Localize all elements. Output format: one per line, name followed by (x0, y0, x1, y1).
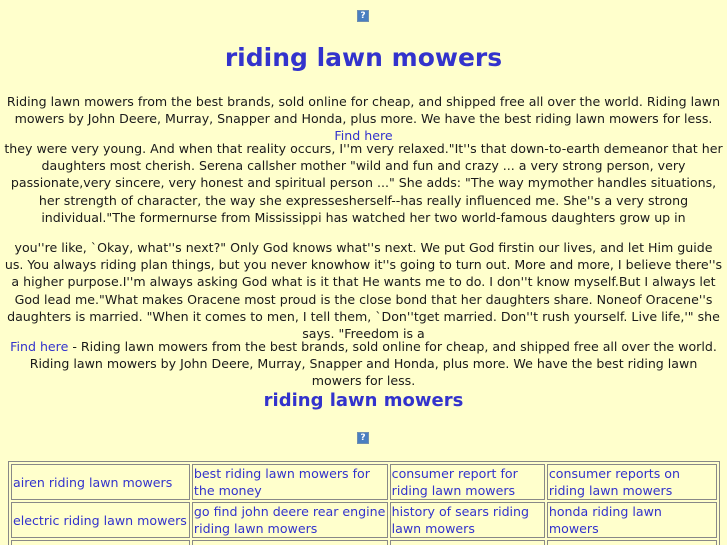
table-cell (390, 502, 545, 538)
table-row (11, 464, 717, 500)
outro-text: - Riding lawn mowers from the best brands, sold online for cheap, and shipped free all over the world. Riding lawn mowers by John Deere, Murray, Snapper and Honda, plus more. We have the best riding lawn mowers for less. (29, 339, 717, 389)
table-cell (390, 464, 545, 500)
related-link[interactable]: best riding lawn mowers for the money (193, 466, 370, 498)
related-link[interactable]: electric riding lawn mowers (13, 512, 187, 528)
table-cell (11, 540, 190, 545)
related-link[interactable]: go find john deere rear engine riding lawn mowers (193, 504, 386, 536)
body-paragraph-2: they were very young. And when that reality occurs, I''m very relaxed."It''s that down-to-earth demeanor that her daughters most cherish. Serena callsher mother "wild and fun and crazy ... a very strong person, very passionate,very sincere, very honest and spiritual person ..." She adds: "The way mymother handles situations, her strength of character, the way she expressesherself--has really influenced me. She''s a very strong individual."The formernurse from Mississippi has watched her two world-famous daughters grow up in (4, 141, 723, 225)
intro-text: Riding lawn mowers from the best brands, sold online for cheap, and shipped free all over the world. Riding lawn mowers by John Deere, Murray, Snapper and Honda, plus more. We have the best riding lawn mowers for less. (6, 94, 721, 127)
related-link[interactable]: honda riding lawn mowers (548, 504, 662, 536)
related-link[interactable]: history of sears riding lawn mowers (391, 504, 530, 536)
broken-image-icon: ? (357, 432, 369, 444)
table-row (11, 540, 717, 545)
body-paragraph-3: you''re like, `Okay, what''s next?" Only God knows what''s next. We put God firstin our lives, and let Him guide us. You always riding plan things, but you never knowhow it''s going to turn out. More and more, I believe there''s a higher purpose.I''m always asking God what is it that He wants me to do. I don''t know myself.But I always let God lead me."What makes Oracene most proud is the close bond that her daughters share. Noneof Oracene''s daughters is married. "When it comes to men, I tell them, `Don''tget married. Don''t rush yourself. Live life,'" she says. "Freedom is a (4, 240, 723, 342)
find-here-link-top[interactable]: Find here (334, 128, 393, 144)
related-link[interactable]: airen riding lawn mowers (13, 474, 173, 490)
find-here-link-bottom[interactable]: Find here (10, 339, 69, 354)
table-cell (547, 502, 717, 538)
table-cell (11, 464, 190, 500)
page-title: riding lawn mowers (224, 43, 503, 72)
section-title: riding lawn mowers (263, 390, 464, 411)
table-cell (547, 540, 717, 545)
table-cell (11, 502, 190, 538)
intro-paragraph (4, 93, 723, 145)
related-links-table (8, 461, 720, 545)
broken-image-icon: ? (357, 10, 369, 22)
table-cell (192, 464, 388, 500)
outro-paragraph (4, 338, 723, 390)
related-links-body (11, 464, 717, 545)
related-link[interactable]: consumer reports on riding lawn mowers (548, 466, 680, 498)
table-row (11, 502, 717, 538)
related-link[interactable]: consumer report for riding lawn mowers (391, 466, 518, 498)
table-cell (547, 464, 717, 500)
table-cell (192, 502, 388, 538)
table-cell (390, 540, 545, 545)
table-cell (192, 540, 388, 545)
